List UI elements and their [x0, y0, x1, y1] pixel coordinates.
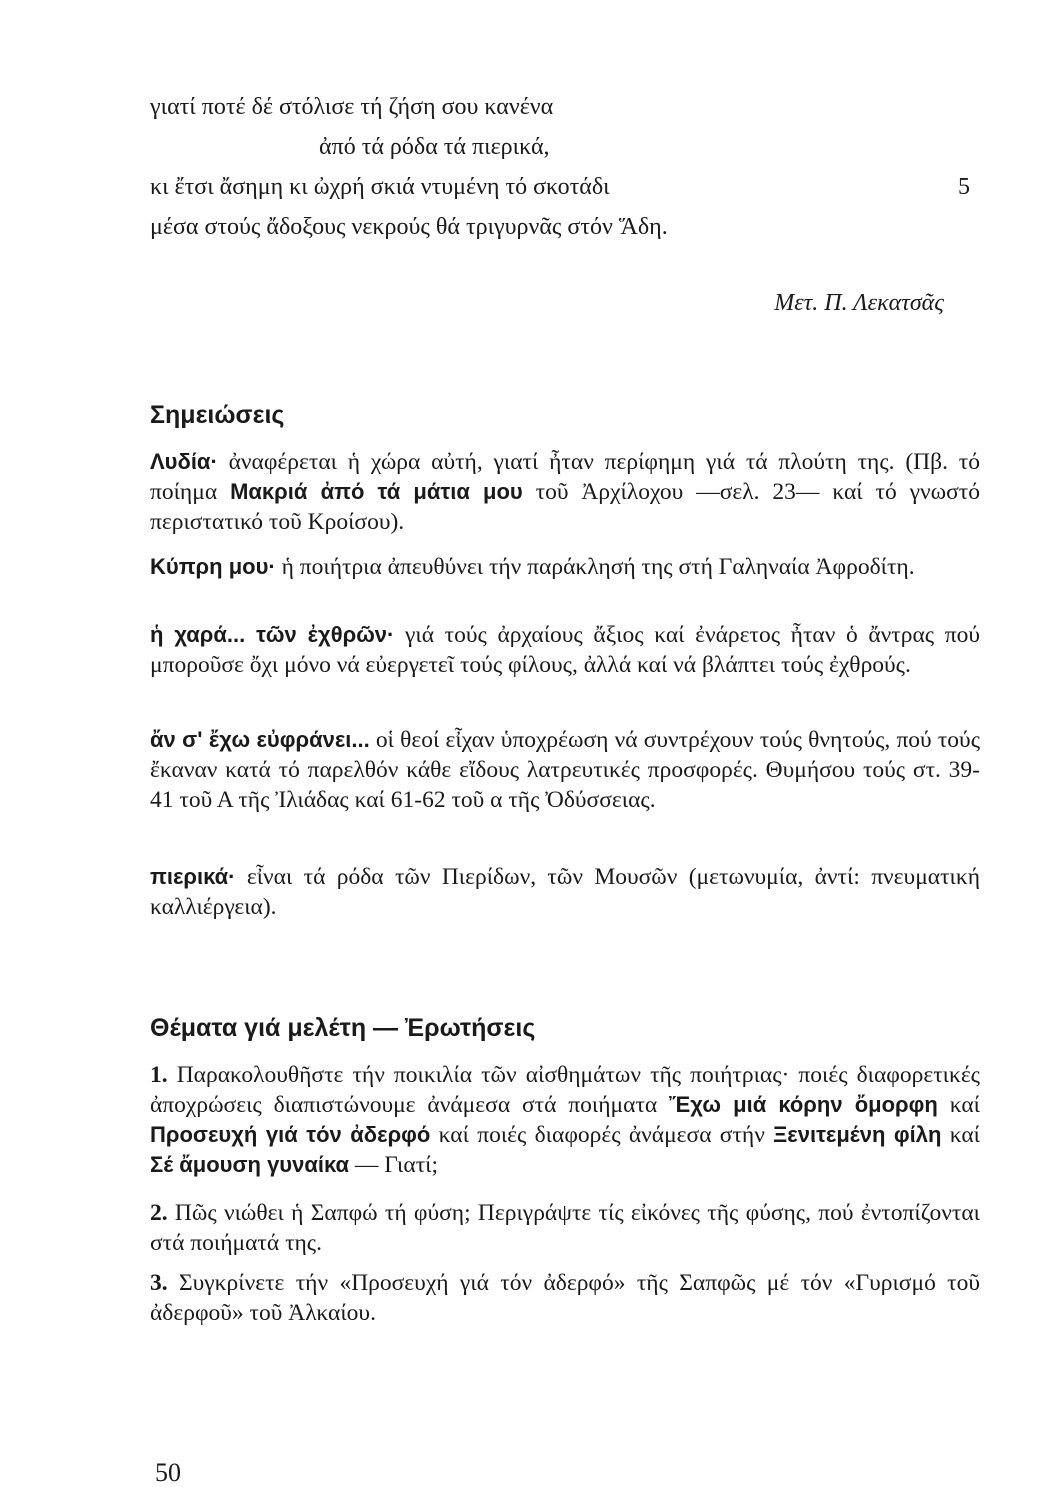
poem-title-ref: Ἔχω μιά κόρην ὄμορφη	[669, 1092, 938, 1117]
note-kypri	[150, 552, 980, 582]
note-term: ἡ χαρά... τῶν ἐχθρῶν·	[150, 622, 395, 647]
question-text: — Γιατί;	[349, 1152, 438, 1178]
note-text: ἡ ποιήτρια ἀπευθύνει τήν παράκλησή της στή Γαληναία Ἀφροδίτη.	[275, 554, 915, 580]
note-text: εἶναι τά ρόδα τῶν Πιερίδων, τῶν Μουσῶν (μετωνυμία, ἀντί: πνευματική καλλιέργεια).	[150, 864, 980, 920]
question-text: καί ποιές διαφορές ἀνάμεσα στήν	[430, 1122, 774, 1148]
poem-title-ref: Προσευχή γιά τόν ἀδερφό	[150, 1122, 431, 1147]
note-text: ἀναφέρεται ἡ χώρα αὐτή, γιατί ἦταν περίφημη γιά τά πλούτη της. (Πβ. τό ποίημα	[150, 449, 980, 505]
note-term: πιερικά·	[150, 864, 236, 889]
note-efrani	[150, 725, 980, 815]
question-text: Παρακολουθῆστε τήν ποικιλία τῶν αἰσθημάτων τῆς ποιήτριας· ποιές διαφορετικές ἀποχρώσεις διαπιστώνουμε ἀνάμεσα στά ποιήματα	[150, 1062, 980, 1118]
poem-title-ref: Ξενιτεμένη φίλη	[773, 1122, 942, 1147]
note-term: ἄν σ' ἔχω εὐφράνει...	[150, 727, 370, 752]
question-number: 2.	[150, 1200, 168, 1226]
poem-title-ref: Σέ ἄμουση γυναίκα	[150, 1152, 350, 1177]
question-text: Πῶς νιώθει ἡ Σαπφώ τή φύση; Περιγράψτε τίς εἰκόνες τῆς φύσης, πού ἐντοπίζονται στά ποιήματά της.	[150, 1200, 980, 1256]
note-text: γιά τούς ἀρχαίους ἄξιος καί ἐνάρετος ἦταν ὁ ἄντρας πού μποροῦσε ὄχι μόνο νά εὐεργετεῖ τούς φίλους, ἀλλά καί νά βλάπτει τούς ἐχθρούς.	[150, 622, 980, 678]
note-term: Κύπρη μου·	[150, 554, 276, 579]
note-text: οἱ θεοί εἶχαν ὑποχρέωση νά συντρέχουν τούς θνητούς, πού τούς ἔκαναν κατά τό παρελθόν κάθε εἴδους λατρευτικές προσφορές. Θυμήσου τούς στ. 39-41 τοῦ Α τῆς Ἰλιάδας καί 61-62 τοῦ α τῆς Ὀδύσσειας.	[150, 727, 981, 813]
questions-heading: Θέματα γιά μελέτη — Ἐρωτήσεις	[150, 1014, 536, 1042]
notes-heading: Σημειώσεις	[150, 401, 285, 429]
translator-credit: Μετ. Π. Λεκατσᾶς	[774, 290, 944, 316]
question-1	[150, 1060, 980, 1180]
question-text: καί	[941, 1122, 981, 1148]
note-term: Λυδία·	[150, 449, 218, 474]
question-text: καί	[937, 1092, 980, 1118]
line-number: 5	[958, 174, 970, 200]
poem-line-4: μέσα στούς ἄδοξους νεκρούς θά τριγυρνᾶς στόν Ἅδη.	[150, 214, 668, 240]
poem-title-ref: Μακριά ἀπό τά μάτια μου	[230, 479, 523, 504]
poem-line-2: ἀπό τά ρόδα τά πιερικά,	[319, 134, 550, 160]
question-2	[150, 1198, 980, 1258]
poem-line-3: κι ἔτσι ἄσημη κι ὠχρή σκιά ντυμένη τό σκοτάδι	[150, 174, 610, 200]
question-3	[150, 1268, 980, 1328]
page-number: 50	[155, 1458, 181, 1487]
note-text: τοῦ Ἀρχίλοχου —σελ. 23— καί τό γνωστό περιστατικό τοῦ Κροίσου).	[150, 479, 980, 535]
poem-line-1: γιατί ποτέ δέ στόλισε τή ζήση σου κανένα	[150, 94, 554, 120]
note-pierika	[150, 862, 980, 922]
note-xara	[150, 620, 980, 680]
question-number: 1.	[150, 1062, 168, 1088]
note-lydia	[150, 447, 980, 537]
question-text: Συγκρίνετε τήν «Προσευχή γιά τόν ἀδερφό» τῆς Σαπφῶς μέ τόν «Γυρισμό τοῦ ἀδερφοῦ» τοῦ Ἀλκαίου.	[150, 1270, 980, 1326]
question-number: 3.	[150, 1270, 168, 1296]
